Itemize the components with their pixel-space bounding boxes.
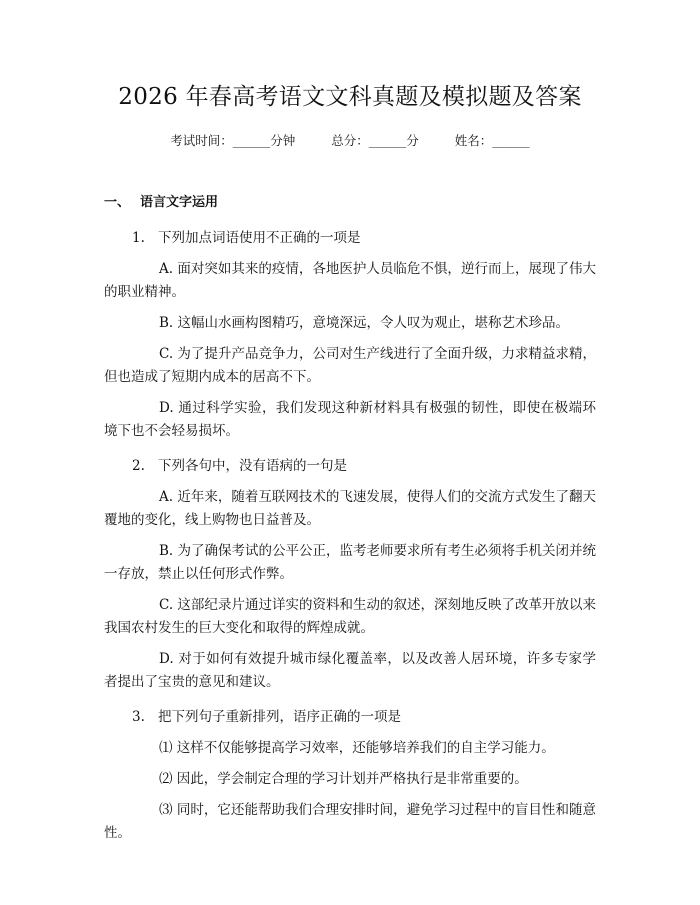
question-3-sentence-2: ⑵ 因此，学会制定合理的学习计划并严格执行是非常重要的。 [159,771,528,787]
question-2-option-d: D. 对于如何有效提升城市绿化覆盖率，以及改善人居环境，许多专家学者提出了宝贵的意见和建议。 [104,651,596,690]
section-number: 一、 [104,195,131,210]
question-number: 1. [132,230,145,246]
section-heading [104,193,596,213]
question-3-sentence-1: ⑴ 这样不仅能够提高学习效率，还能够培养我们的自主学习能力。 [159,740,555,756]
question-1-option-c: C. 为了提升产品竞争力，公司对生产线进行了全面升级，力求精益求精，但也造成了短期内成本的居高不下。 [104,346,596,385]
question-3-sentence-3: ⑶ 同时，它还能帮助我们合理安排时间，避免学习过程中的盲目性和随意性。 [104,802,596,841]
student-name-field: 姓名：______ [454,133,530,148]
page-title: 2026 年春高考语文文科真题及模拟题及答案 [118,84,582,110]
question-3-stem [104,706,596,729]
question-2-option-b: B. 为了确保考试的公平公正，监考老师要求所有考生必须将手机关闭并统一存放，禁止以任何形式作弊。 [104,543,597,582]
question-text: 下列各句中，没有语病的一句是 [158,458,347,474]
question-text: 下列加点词语使用不正确的一项是 [158,230,361,246]
exam-info-line [104,131,596,151]
question-1-stem [104,227,596,250]
question-1-option-d: D. 通过科学实验，我们发现这种新材料具有极强的韧性，即使在极端环境下也不会轻易损坏。 [104,400,596,439]
question-number: 2. [132,458,145,474]
question-2-option-c: C. 这部纪录片通过详实的资料和生动的叙述，深刻地反映了改革开放以来我国农村发生的巨大变化和取得的辉煌成就。 [104,597,596,636]
question-1-option-a: A. 面对突如其来的疫情，各地医护人员临危不惧，逆行而上，展现了伟大的职业精神。 [104,261,596,300]
question-text: 把下列句子重新排列，语序正确的一项是 [158,709,401,725]
question-number: 3. [132,709,145,725]
question-1-option-b: B. 这幅山水画构图精巧，意境深远，令人叹为观止，堪称艺术珍品。 [159,315,570,331]
section-label: 语言文字运用 [140,195,219,210]
question-2-stem [104,455,596,478]
question-2-option-a: A. 近年来，随着互联网技术的飞速发展，使得人们的交流方式发生了翻天覆地的变化，线上购物也日益普及。 [104,489,596,528]
total-score-field: 总分：______分 [331,133,419,148]
exam-time-field: 考试时间：______分钟 [170,133,296,148]
